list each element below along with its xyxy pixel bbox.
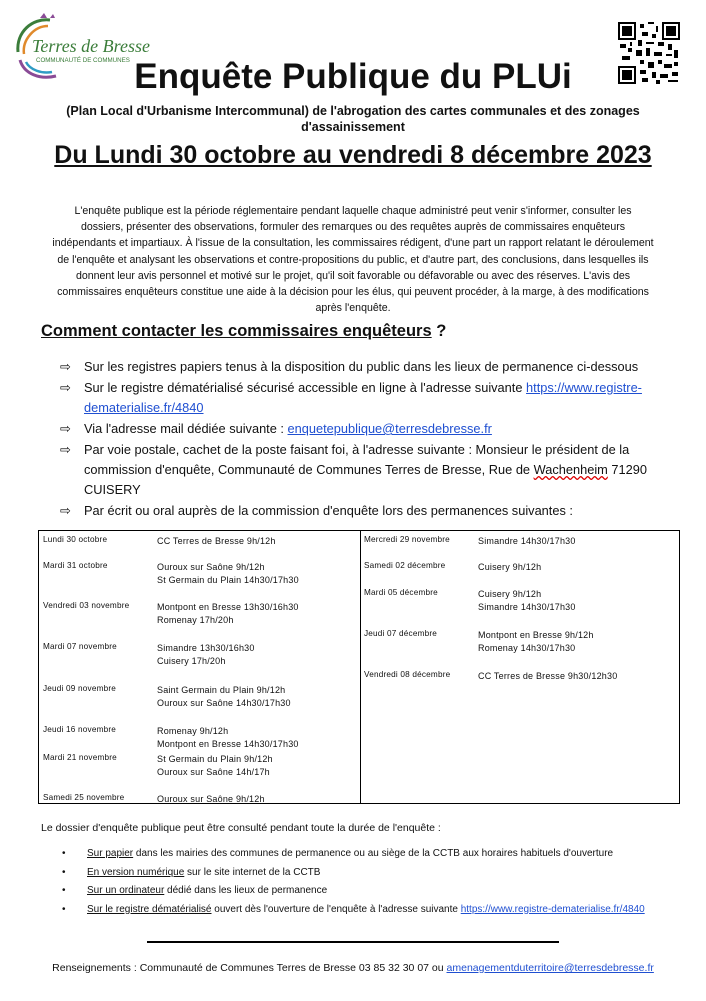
intro-paragraph: L'enquête publique est la période réglementaire pendant laquelle chaque administré peut venir s'informer, consulter les dossiers, présenter des observations, formuler des remarques ou des requêtes auprès de commissaires enquêteurs indépendants et impartiaux. À l'issue de la consultation, les commissaires rédigent, d'une part un rapport relatant le déroulement de l'enquête et analysant les observations et contre-propositions du public, et d'autre part, des conclusions, dans lesquelles ils donnent leur avis personnel et motivé sur le projet, qu'il soit favorable ou défavorable ou avec des réserves. L'avis des commissaires enquêteurs constitue une aide à la décision pour les élus, qui peuvent procéder, à la marge, à des modifications après l'enquête. [52, 205, 654, 315]
email-link[interactable]: enquetepublique@terresdebresse.fr [287, 421, 492, 436]
list-item: ⇨ Sur le registre dématérialisé sécurisé accessible en ligne à l'adresse suivante https://www.registre-dematerialise.fr/4840 [60, 380, 642, 415]
arrow-right-icon: ⇨ [60, 442, 71, 457]
arrow-right-icon: ⇨ [60, 503, 71, 518]
list-item: • En version numérique sur le site internet de la CCTB [60, 865, 666, 881]
list-item: ⇨ Sur les registres papiers tenus à la disposition du public dans les lieux de permanence ci-dessous [58, 357, 670, 377]
dot-icon: • [62, 866, 66, 878]
divider [147, 941, 559, 943]
page-title: Enquête Publique du PLUi [134, 57, 572, 96]
registre-link[interactable]: https://www.registre-dematerialise.fr/4840 [84, 380, 642, 415]
contact-heading: Comment contacter les commissaires enquêteurs ? [41, 322, 447, 340]
list-item: ⇨ Via l'adresse mail dédiée suivante : enquetepublique@terresdebresse.fr [58, 419, 670, 439]
arrow-right-icon: ⇨ [60, 380, 71, 395]
dot-icon: • [62, 848, 66, 859]
list-item: • Sur le registre dématérialisé ouvert dès l'ouverture de l'enquête à l'adresse suivante https://www.registre-dematerialise.fr/4840 [60, 902, 666, 918]
registre-link[interactable]: https://www.registre-dematerialise.fr/4840 [460, 903, 645, 915]
svg-text:Terres de Bresse: Terres de Bresse [32, 36, 150, 56]
arrow-right-icon: ⇨ [60, 421, 71, 436]
footer-info: Renseignements : Communauté de Communes Terres de Bresse 03 85 32 30 07 ou amenagementduterritoire@terresdebresse.fr [52, 962, 654, 974]
inquiry-dates: Du Lundi 30 octobre au vendredi 8 décembre 2023 [54, 141, 652, 169]
permanence-schedule: Lundi 30 octobre CC Terres de Bresse 9h/12h Mardi 31 octobre Ouroux sur Saône 9h/12h St Germain du Plain 14h30/17h30 Vendredi 03 novembre Montpont en Bresse 13h30/16h30 Romenay 17h/20h Mardi 07 novembre Simandre 13h30/16h30 Cuisery 17h/20h Jeudi 09 novembre Saint Germain du Plain 9h/12h Ouroux sur Saône 14h30/17h30 Jeudi 16 novembre Romenay 9h/12h Montpont en Bresse 14h30/17h30 Mardi 21 novembre St Germain du Plain 9h/12h Ouroux sur Saône 14h/17h Samedi 25 novembre Ouroux sur Saône 9h/12h Mercredi 29 novembre Simandre 14h30/17h30 Samedi 02 décembre Cuisery 9h/12h Mardi 05 décembre Cuisery 9h/12h Simandre 14h30/17h30 Jeudi 07 décembre Montpont en Bresse 9h/12h Romenay 14h30/17h30 Vendredi 08 décembre CC Terres de Bresse 9h30/12h30 [38, 530, 680, 804]
column-divider [360, 531, 361, 803]
dot-icon: • [62, 885, 66, 896]
list-item: • Sur un ordinateur dédié dans les lieux de permanence [60, 883, 666, 899]
contact-list [58, 357, 670, 522]
page-subtitle: (Plan Local d'Urbanisme Intercommunal) de l'abrogation des cartes communales et des zonages d'assainissement [66, 104, 640, 134]
svg-text:COMMUNAUTÉ DE COMMUNES: COMMUNAUTÉ DE COMMUNES [36, 57, 130, 64]
list-item: ⇨ Par voie postale, cachet de la poste faisant foi, à l'adresse suivante : Monsieur le président de la commission d'enquête, Communauté de Communes Terres de Bresse, Rue de Wachenheim 71290 CUISERY [60, 442, 647, 497]
list-item: ⇨ Par écrit ou oral auprès de la commission d'enquête lors des permanences suivantes : [58, 501, 670, 521]
list-item: • Sur papier dans les mairies des communes de permanence ou au siège de la CCTB aux horaires habituels d'ouverture [60, 846, 666, 862]
dot-icon: • [62, 903, 66, 915]
footer-email-link[interactable]: amenagementduterritoire@terresdebresse.fr [446, 962, 654, 974]
arrow-right-icon: ⇨ [60, 359, 71, 374]
consult-list [60, 846, 666, 920]
consult-intro: Le dossier d'enquête publique peut être consulté pendant toute la durée de l'enquête : [41, 822, 441, 834]
